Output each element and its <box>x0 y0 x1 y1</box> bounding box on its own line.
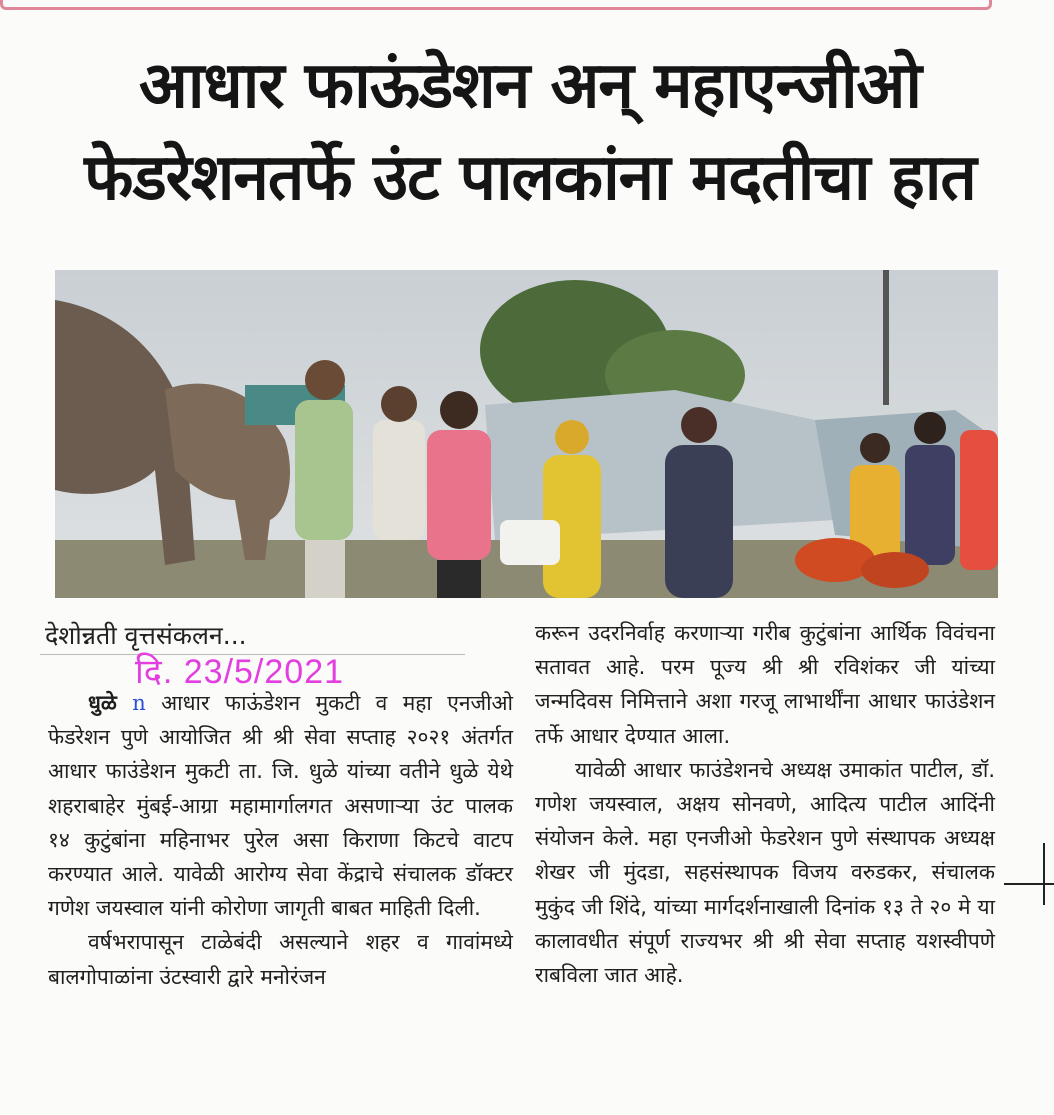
paragraph-1-text: आधार फाऊंडेशन मुकटी व महा एनजीओ फेडरेशन पुणे आयोजित श्री श्री सेवा सप्ताह २०२१ अंतर्गत आधार फाउंडेशन मुकटी ता. जि. धुळे यांच्या वतीने धुळे येथे शहराबाहेर मुंबई-आग्रा महामार्गालगत असणाऱ्या उंट पालक १४ कुटुंबांना महिनाभर पुरेल असा किराणा किटचे वाटप करण्यात आले. यावेळी आरोग्य सेवा केंद्राचे संचालक डॉक्टर गणेश जयस्वाल यांनी कोरोणा जागृती बाबत माहिती दिली. <box>48 691 513 921</box>
headline <box>30 40 1030 224</box>
crop-mark-horizontal <box>1004 883 1054 885</box>
news-photo <box>55 270 998 598</box>
date-stamp: दि. 23/5/2021 <box>135 653 345 691</box>
crop-mark-vertical <box>1043 843 1045 905</box>
paragraph-3: यावेळी आधार फाउंडेशनचे अध्यक्ष उमाकांत पाटील, डॉ. गणेश जयस्वाल, अक्षय सोनवणे, आदित्य पाटील आदिंनी संयोजन केले. महा एनजीओ फेडरेशन पुणे संस्थापक अध्यक्ष शेखर जी मुंदडा, सहसंस्थापक विजय वरुडकर, संचालक मुकुंद जी शिंदे, यांच्या मार्गदर्शनाखाली दिनांक १३ ते २० मे या कालावधीत संपूर्ण राज्यभर श्री श्री सेवा सप्ताह यशस्वीपणे राबविला जात आहे. <box>535 757 995 988</box>
headline-line-1: आधार फाऊंडेशन अन् महाएन्जीओ <box>138 49 922 123</box>
paragraph-1 <box>48 686 513 925</box>
paragraph-2: वर्षभरापासून टाळेबंदी असल्याने शहर व गावांमध्ये बालगोपाळांना उंटस्वारी द्वारे मनोरंजन <box>48 930 513 989</box>
top-border-frame <box>0 0 992 10</box>
dateline-marker: n <box>132 691 146 715</box>
article-column-left <box>48 686 513 994</box>
headline-line-2: फेडरेशनतर्फे उंट पालकांना मदतीचा हात <box>84 141 976 215</box>
dateline: धुळे <box>88 691 117 715</box>
article-column-right <box>535 616 995 992</box>
news-photo-illustration <box>55 270 998 598</box>
paragraph-2-continued: करून उदरनिर्वाह करणाऱ्या गरीब कुटुंबांना आर्थिक विवंचना सतावत आहे. परम पूज्य श्री श्री रविशंकर जी यांच्या जन्मदिवस निमित्ताने अशा गरजू लाभार्थींना आधार फाउंडेशन तर्फे आधार देण्यात आला. <box>535 621 995 748</box>
byline: देशोन्नती वृत्तसंकलन... <box>45 621 247 650</box>
